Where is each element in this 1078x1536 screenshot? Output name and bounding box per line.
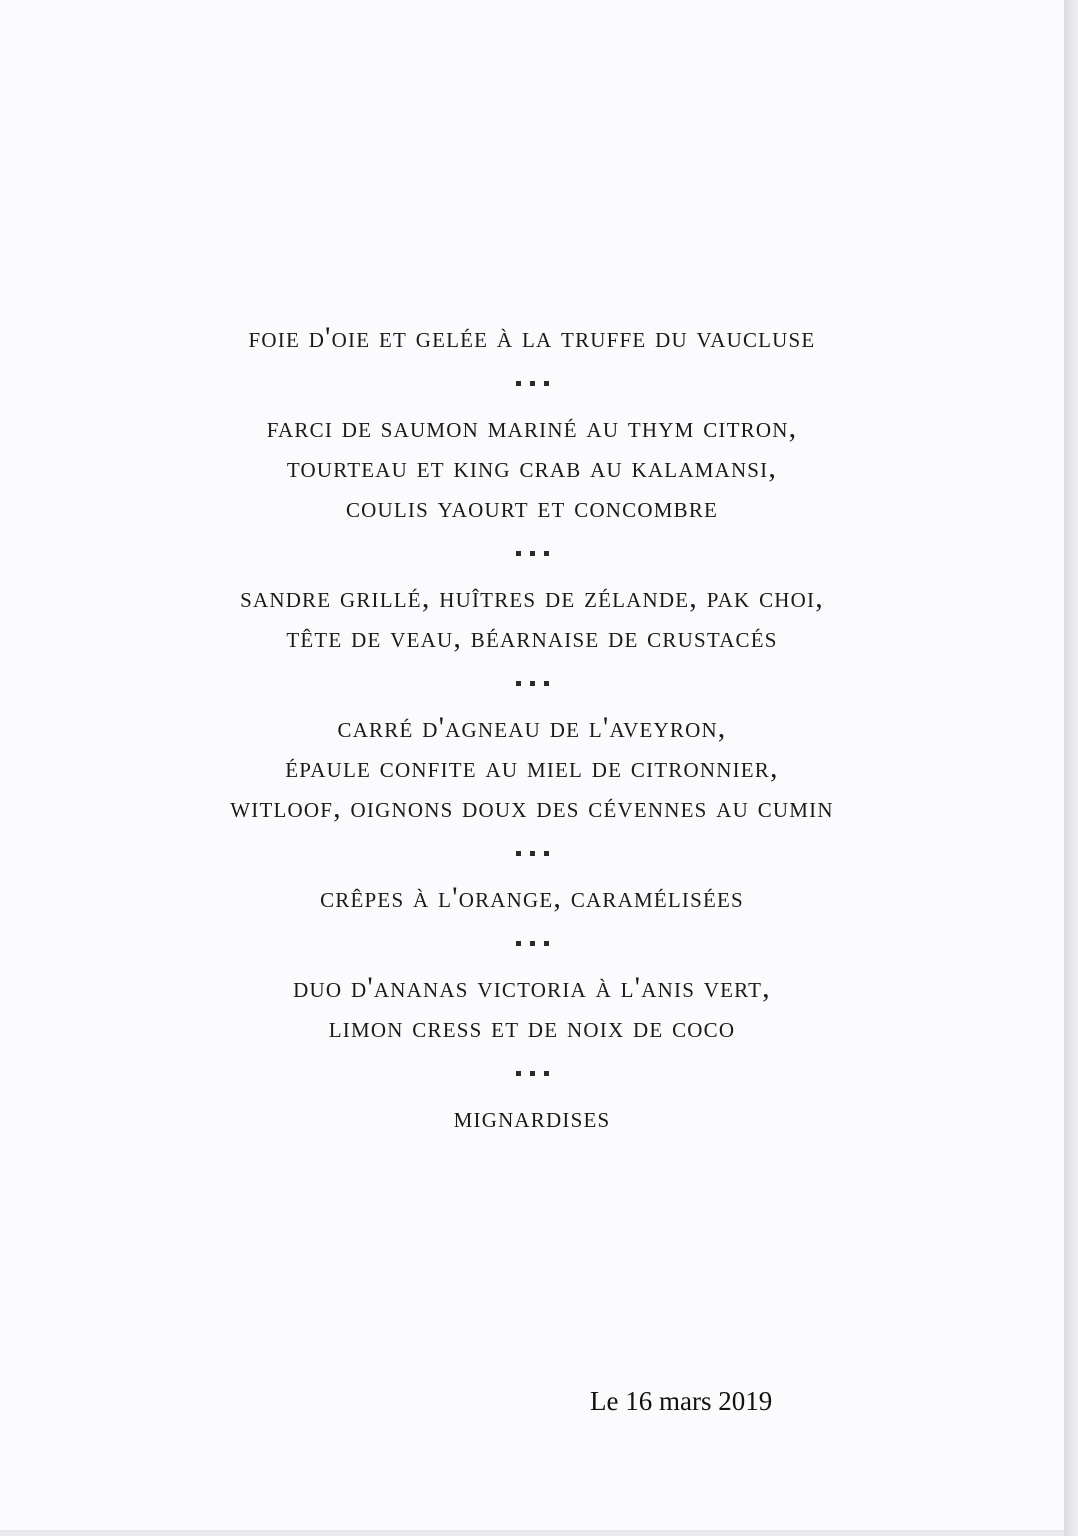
separator-dot: [530, 941, 535, 946]
separator: [0, 528, 1064, 578]
course-line: foie d'oie et gelée à la truffe du vaucluse: [248, 321, 816, 354]
course-line: tourteau et king crab au kalamansi,: [286, 451, 778, 484]
separator-dot: [530, 851, 535, 856]
course-line: duo d'ananas victoria à l'anis vert,: [293, 971, 771, 1004]
menu-list: [0, 318, 1064, 1138]
separator-dot: [544, 1071, 549, 1076]
separator-dot: [516, 851, 521, 856]
page-edge: [1064, 0, 1078, 1536]
course-line: épaule confite au miel de citronnier,: [285, 751, 779, 784]
course-line: coulis yaourt et concombre: [345, 491, 719, 524]
course-6: [0, 968, 1064, 1048]
separator-dot: [530, 551, 535, 556]
separator: [0, 918, 1064, 968]
course-line: witloof, oignons doux des cévennes au cumin: [230, 791, 834, 824]
course-3: [0, 578, 1064, 658]
separator: [0, 828, 1064, 878]
course-line: sandre grillé, huîtres de zélande, pak choi,: [240, 581, 824, 614]
course-line: limon cress et de noix de coco: [328, 1011, 736, 1044]
course-line: carré d'agneau de l'aveyron,: [337, 711, 727, 744]
separator-dot: [516, 681, 521, 686]
course-line: crêpes à l'orange, caramélisées: [320, 881, 744, 914]
separator: [0, 658, 1064, 708]
separator-dot: [516, 381, 521, 386]
separator-dot: [544, 681, 549, 686]
separator-dot: [544, 851, 549, 856]
separator: [0, 1048, 1064, 1098]
course-7: [0, 1098, 1064, 1138]
course-line: tête de veau, béarnaise de crustacés: [286, 621, 778, 654]
separator-dot: [544, 551, 549, 556]
course-5: [0, 878, 1064, 918]
separator-dot: [530, 1071, 535, 1076]
menu-date: Le 16 mars 2019: [590, 1386, 773, 1416]
course-1: [0, 318, 1064, 358]
separator-dot: [516, 551, 521, 556]
separator-dot: [516, 941, 521, 946]
separator-dot: [544, 941, 549, 946]
separator-dot: [530, 681, 535, 686]
course-4: [0, 708, 1064, 828]
separator-dot: [544, 381, 549, 386]
separator-dot: [530, 381, 535, 386]
course-line: mignardises: [453, 1101, 611, 1134]
course-2: [0, 408, 1064, 528]
course-line: farci de saumon mariné au thym citron,: [266, 411, 798, 444]
separator: [0, 358, 1064, 408]
separator-dot: [516, 1071, 521, 1076]
